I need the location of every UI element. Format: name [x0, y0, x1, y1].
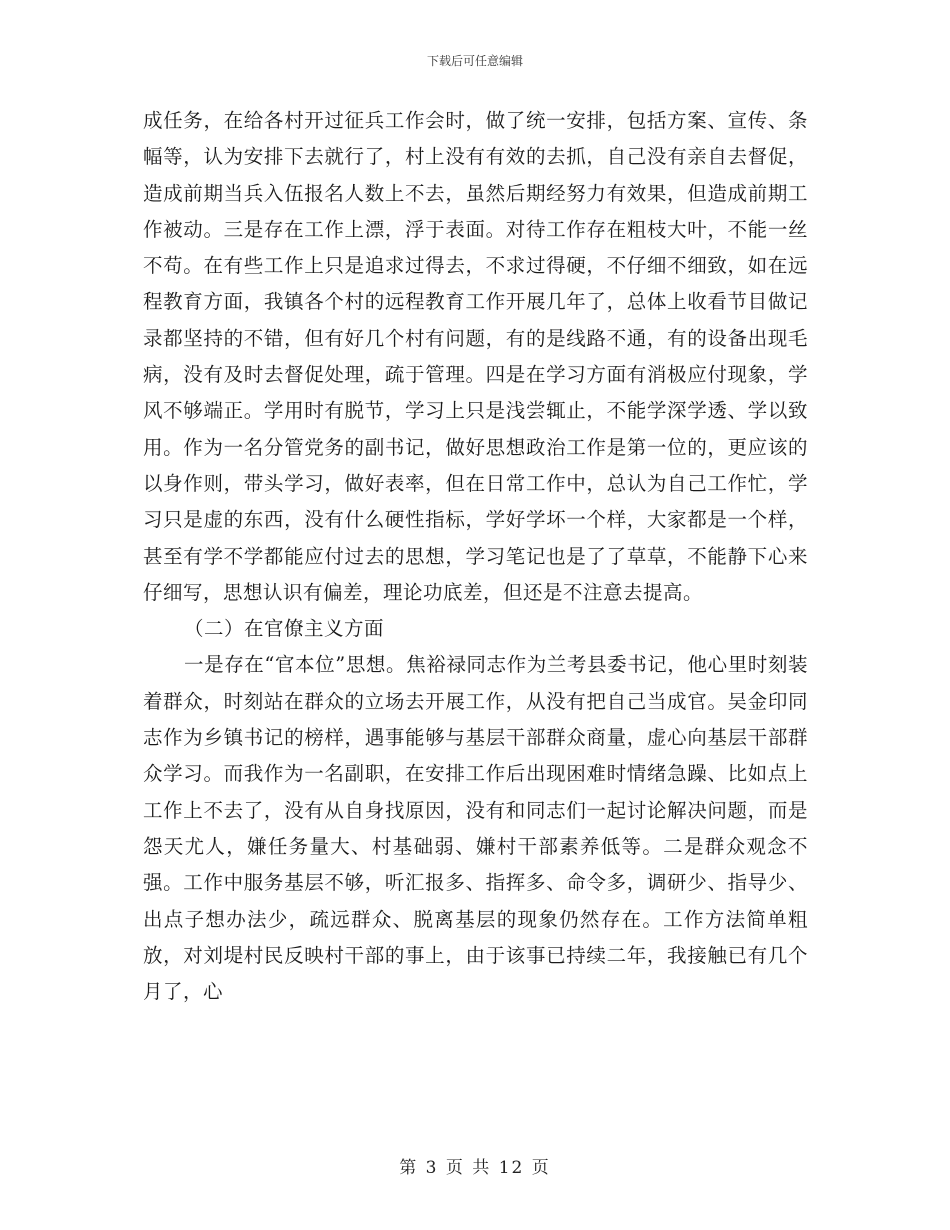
paragraph-bureaucratism: 一是存在“官本位”思想。焦裕禄同志作为兰考县委书记，他心里时刻装着群众，时刻站在群众的立场去开展工作，从没有把自己当成官。吴金印同志作为乡镇书记的榜样，遇事能够与基层干部群众商量，虚心向基层干部群众学习。而我作为一名副职，在安排工作后出现困难时情绪急躁、比如点上工作上不去了，没有从自身找原因，没有和同志们一起讨论解决问题，而是怨天尤人，嫌任务量大、村基础弱、嫌村干部素养低等。二是群众观念不强。工作中服务基层不够，听汇报多、指挥多、命令多，调研少、指导少、出点子想办法少，疏远群众、脱离基层的现象仍然存在。工作方法简单粗放，对刘堤村民反映村干部的事上，由于该事已持续二年，我接触已有几个月了，心: [143, 653, 808, 1004]
paragraph-continuation: 成任务，在给各村开过征兵工作会时，做了统一安排，包括方案、宣传、条幅等，认为安排下去就行了，村上没有有效的去抓，自己没有亲自去督促，造成前期当兵入伍报名人数上不去，虽然后期经努力有效果，但造成前期工作被动。三是存在工作上漂，浮于表面。对待工作存在粗枝大叶，不能一丝不苟。在有些工作上只是追求过得去，不求过得硬，不仔细不细致，如在远程教育方面，我镇各个村的远程教育工作开展几年了，总体上收看节目做记录都坚持的不错，但有好几个村有问题，有的是线路不通，有的设备出现毛病，没有及时去督促处理，疏于管理。四是在学习方面有消极应付现象，学风不够端正。学用时有脱节，学习上只是浅尝辄止，不能学深学透、学以致用。作为一名分管党务的副书记，做好思想政治工作是第一位的，更应该的以身作则，带头学习，做好表率，但在日常工作中，总认为自己工作忙，学习只是虚的东西，没有什么硬性指标，学好学坏一个样，大家都是一个样，甚至有学不学都能应付过去的思想，学习笔记也是了了草草，不能静下心来仔细写，思想认识有偏差，理论功底差，但还是不注意去提高。: [143, 109, 808, 604]
document-body: [143, 103, 808, 1010]
page-header: 下载后可任意编辑: [426, 54, 523, 68]
page-number: 第 3 页 共 12 页: [399, 1158, 551, 1178]
section-heading-bureaucratism: （二）在官僚主义方面: [184, 617, 385, 641]
